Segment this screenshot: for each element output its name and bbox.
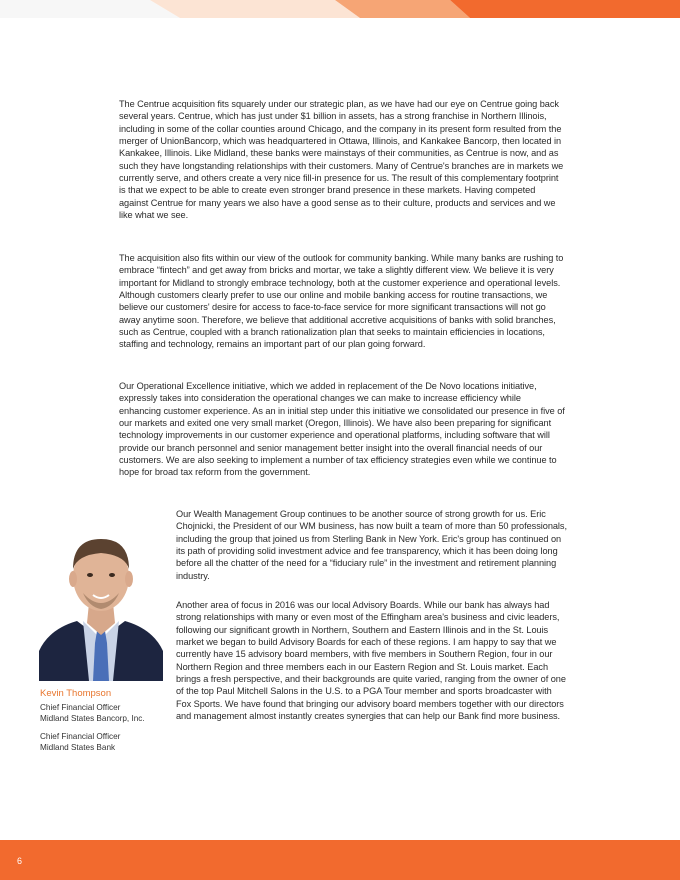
caption-title-1: Chief Financial Officer bbox=[40, 703, 121, 712]
paragraph-wealth-management: Our Wealth Management Group continues to be another source of strong growth for us. Eric Chojnicki, the President of our WM business, has now built a team of more than 50 professionals, including the group that joined us from Sterling Bank in New York. Eric's group has continued on its path of providing solid investment advice and fee transparency, which it has been doing long before all the chatter of the need for a “fiduciary rule” in the investment and retirement planning industry. bbox=[176, 509, 567, 581]
page-number: 6 bbox=[17, 856, 23, 866]
paragraph-community-banking: The acquisition also fits within our view of the outlook for community banking. While many banks are rushing to embrace “fintech” and get away from bricks and mortar, we take a slightly different view. We believe it is very important for Midland to strongly embrace technology, both at the customer experience and operational levels. Although customers clearly prefer to use our online and mobile banking access for routine transactions, we believe our customers' desire for access to face-to-face service for more significant transactions will not go away anytime soon. Therefore, we believe that additional accretive acquisitions of banks with solid branches, such as Centrue, coupled with a branch rationalization plan that seeks to maintain efficiencies in locations, staffing and technology, remains an important part of our plan going forward. bbox=[119, 253, 564, 350]
paragraph-advisory-boards: Another area of focus in 2016 was our local Advisory Boards. While our bank has always had strong relationships with many or even most of the Effingham area's business and civic leaders, following our significant growth in Northern, Southern and Eastern Illinois and in the St. Louis market we began to build Advisory Boards for each of these regions. I am happy to say that we currently have 15 advisory board members, with five members in Southern Region, four in our Northern Region and three members each in our Eastern Region and St. Louis market. Each brings a fresh perspective, and their backgrounds are quite varied, ranging from the owner of one of the top Paul Mitchell Salons in the U.S. to a PGA Tour member and sports broadcaster with Fox Sports. We have found that bringing our advisory board members together with our directors and management almost instantly creates synergies that can help our Bank find more business. bbox=[176, 600, 566, 722]
portrait-illustration bbox=[39, 511, 163, 681]
header-decoration bbox=[0, 0, 680, 18]
stripe-peach bbox=[150, 0, 360, 18]
footer-band bbox=[0, 840, 680, 880]
paragraph-centrue-acquisition: The Centrue acquisition fits squarely under our strategic plan, as we have had our eye on Centrue going back several years. Centrue, which has just under $1 billion in assets, has a strong franchise in Northern Illinois, including in some of the collar counties around Chicago, and the company in its present form resulted from the merger of UnionBancorp, which was headquartered in Ottawa, Illinois, and Kankakee Bancorp, then located in Kankakee, Illinois. Like Midland, these banks were mainstays of their communities, as Centrue is now, and as such they have longstanding relationships with their customers. Many of Centrue's branches are in markets we currently serve, and others create a very nice fill-in presence for us. The result of this complementary footprint is that we expect to be able to create even stronger brand presence in these markets. Having competed against Centrue for many years we also have a good sense as to their culture, products and services and we like what we see. bbox=[119, 99, 564, 221]
header-stripes bbox=[0, 0, 680, 18]
stripe-orange bbox=[450, 0, 680, 18]
caption-company-1: Midland States Bancorp, Inc. bbox=[40, 714, 145, 723]
executive-photo bbox=[39, 511, 163, 681]
stripe-light-1 bbox=[0, 0, 180, 18]
caption-title-2: Chief Financial Officer bbox=[40, 732, 121, 741]
caption-company-2: Midland States Bank bbox=[40, 743, 116, 752]
paragraph-operational-excellence: Our Operational Excellence initiative, which we added in replacement of the De Novo locations initiative, expressly takes into consideration the operational changes we can make to increase efficiency while enhancing customer experience. As an in initial step under this initiative we consolidated our presence in five of our markets and exited one very small market (Oregon, Illinois). We have also been preparing for significant technology improvements in our customer experience and operational platforms, including software that will provide our branch personnel and senior management better insight into the overall financial needs of our customers. We are also seeking to implement a number of tax efficiency strategies even while we continue to hope for broad tax reform from the government. bbox=[119, 381, 565, 478]
caption-name: Kevin Thompson bbox=[40, 688, 112, 699]
